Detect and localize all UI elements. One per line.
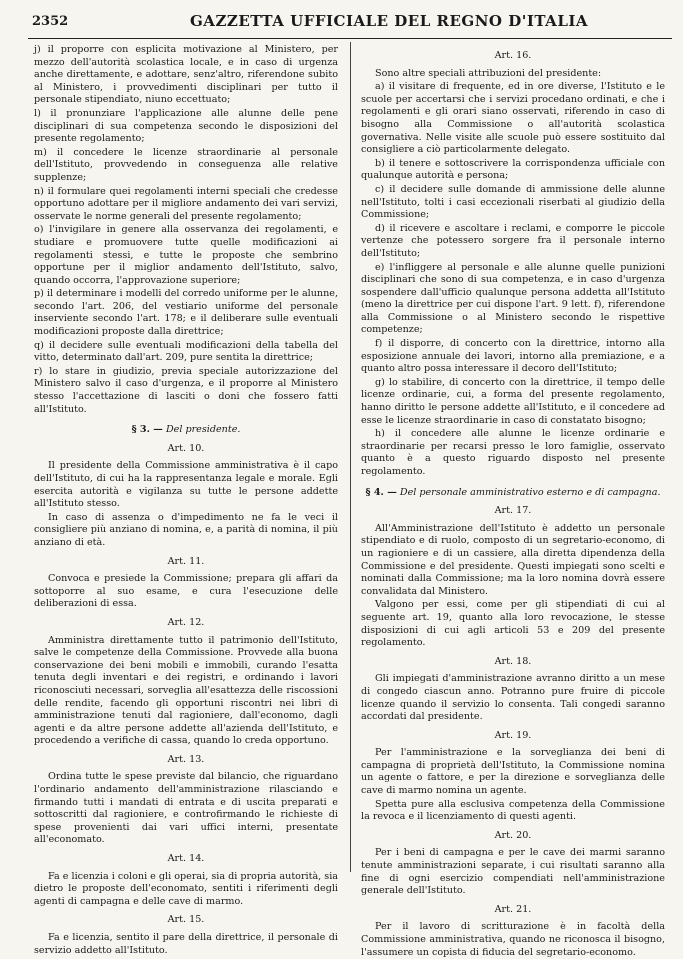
section-3-number: § 3. — — [131, 424, 163, 436]
article-17-para-2: Valgono per essi, come per gli stipendiati di cui al seguente art. 19, quanto alla loro revocazione, le stesse disposizioni di cui agli articoli 53 e 209 del presente regolamento. — [361, 599, 665, 649]
column-divider — [350, 42, 351, 872]
gazette-title: GAZZETTA UFFICIALE DEL REGNO D'ITALIA — [190, 12, 589, 30]
article-20-para-1: Per i beni di campagna e per le cave dei marmi saranno tenute amministrazioni separate, i cui risultati saranno alla fine di ogni esercizio compendiati nell'amministrazione generale dell'Istituto. — [361, 847, 665, 897]
article-16-item-d: d) il ricevere e ascoltare i reclami, e comporre le piccole vertenze che potessero sorgere fra il personale interno dell'Istituto; — [361, 222, 665, 259]
article-15-para-1: Fa e licenzia, sentito il pare della direttrice, il personale di servizio addetto all'Istituto. — [34, 932, 338, 956]
article-17-heading: Art. 17. — [494, 505, 532, 517]
article-16-intro: Sono altre speciali attribuzioni del presidente: — [375, 67, 602, 79]
article-16-item-g: g) lo stabilire, di concerto con la direttrice, il tempo delle licenze ordinarie, cui, a forma del presente regolamento, hanno diritto le persone addette all'Istituto, e il concedere ad esse le licenze straordinarie in caso di constatato bisogno; — [361, 376, 665, 426]
article-15-heading: Art. 15. — [167, 914, 205, 926]
section-3-title: Del presidente. — [165, 424, 241, 436]
article-20-heading: Art. 20. — [494, 829, 532, 841]
item-r: r) lo stare in giudizio, previa speciale autorizzazione del Ministero salvo il caso d'urgenza, e il proporre al Ministero stesso l'accettazione di lasciti o doni che fossero fatti all'Istituto. — [34, 365, 338, 415]
article-14-heading: Art. 14. — [167, 853, 205, 865]
article-14-para-1: Fa e licenzia i coloni e gli operai, sia di propria autorità, sia dietro le proposte dell'economato, sentiti i riferimenti degli agenti di campagna e delle cave di marmo. — [34, 870, 338, 907]
section-3-heading — [34, 424, 338, 437]
article-16-item-b: b) il tenere e sottoscrivere la corrispondenza ufficiale con qualunque autorità e persona; — [361, 157, 665, 182]
article-12-heading: Art. 12. — [167, 616, 205, 628]
item-j: j) il proporre con esplicita motivazione al Ministero, per mezzo dell'autorità scolastica locale, e in caso di urgenza anche direttamente, e adottare, senz'altro, riferendone subito al Ministero, i provvedimenti disciplinari per tutto il personale stipendiato, niuno eccettuato; — [34, 44, 338, 106]
page-number: 2352 — [32, 14, 69, 29]
article-19-para-2: Spetta pure alla esclusiva competenza della Commissione la revoca e il licenziamento di questi agenti. — [361, 798, 665, 823]
right-column — [361, 44, 665, 958]
article-10-para-2: In caso di assenza o d'impedimento ne fa le veci il consigliere più anziano di nomina, e, a parità di nomina, il più anziano di età. — [34, 511, 338, 548]
article-21-heading: Art. 21. — [494, 903, 532, 915]
article-17-para-1: All'Amministrazione dell'Istituto è addetto un personale stipendiato e di ruolo, composto di un segretario-economo, di un ragioniere e di un cassiere, alla diretta dipendenza della Commissione e del presidente. Questi impiegati sono scelti e nominati dalla Commissione; ma la loro nomina dovrà essere convalidata dal Ministero. — [361, 522, 665, 597]
article-11-heading: Art. 11. — [167, 555, 205, 567]
article-10-para-1: Il presidente della Commissione amministrativa è il capo dell'Istituto, di cui ha la rappresentanza legale e morale. Egli esercita autorità e vigilanza su tutte le persone addette all'Istituto stesso. — [34, 460, 338, 510]
article-16-item-e: e) l'infliggere al personale e alle alunne quelle punizioni disciplinari che sono di sua competenza, e in caso d'urgenza sospendere dall'ufficio qualunque persona addetta all'Istituto (meno la direttrice per cui dispone l'art. 9 lett. f), riferendone alla Commissione o al Ministero secondo le rispettive competenze; — [361, 261, 665, 336]
article-13-para-1: Ordina tutte le spese previste dal bilancio, che riguardano l'ordinario andamento dell'amministrazione rilasciando e firmando tutti i mandati di entrata e di uscita preparati e sottoscritti dal ragioniere, e controfirmando le richieste di spese provenienti dai vari uffici interni, presentate all'economato. — [34, 771, 338, 846]
item-n: n) il formulare quei regolamenti interni speciali che credesse opportuno adottare per il migliore andamento dei vari servizi, osservate le norme generali del presente regolamento; — [34, 185, 338, 222]
section-4-number: § 4. — — [365, 486, 397, 498]
article-16-item-h: h) il concedere alle alunne le licenze ordinarie e straordinarie per recarsi presso le loro famiglie, osservato quanto è a questo riguardo disposto nel presente regolamento. — [361, 428, 665, 477]
item-m: m) il concedere le licenze straordinarie al personale dell'Istituto, provvedendo in conseguenza alle relative supplenze; — [34, 146, 338, 183]
article-18-heading: Art. 18. — [494, 655, 532, 667]
article-12-para-1: Amministra direttamente tutto il patrimonio dell'Istituto, salve le competenze della Commissione. Provvede alla buona conservazione dei beni mobili e immobili, curando l'esatta tenuta degli inventari e dei registri, e ordinando i lavori riconosciuti necessari, sorveglia all'esattezza delle riscossioni delle rendite, facendo gli opportuni riscontri nei libri di amministrazione tenuti dal ragioniere, dall'economo, dagli agenti e da altre persone addette all'azienda dell'Istituto, e procedendo a verifiche di cassa, quando lo creda opportuno. — [34, 634, 338, 747]
item-p: p) il determinare i modelli del corredo uniforme per le alunne, secondo l'art. 206, del vestiario uniforme del personale inserviente secondo l'art. 178; e il deliberare sulle eventuali modificazioni proposte dalla direttrice; — [34, 288, 338, 338]
item-q: q) il decidere sulle eventuali modificazioni della tabella del vitto, determinato dall'art. 209, pure sentita la direttrice; — [34, 339, 338, 364]
article-16-heading: Art. 16. — [494, 50, 532, 61]
article-16-item-a: a) il visitare di frequente, ed in ore diverse, l'Istituto e le scuole per accertarsi che i servizi procedano ordinati, e che i regolamenti e gli orari siano osservati, riferendo in caso di bisogno alla Commissione o all'autorità scolastica governativa. Nelle visite alle scuole può essere sostituito dal consigliere a ciò particolarmente delegato. — [361, 81, 665, 156]
article-19-heading: Art. 19. — [494, 729, 532, 741]
section-4-heading — [361, 487, 665, 500]
article-13-heading: Art. 13. — [167, 753, 205, 765]
item-l: l) il pronunziare l'applicazione alle alunne delle pene disciplinari di sua competenza secondo le disposizioni del presente regolamento; — [34, 107, 338, 145]
article-21-para-1: Per il lavoro di scritturazione è in facoltà della Commissione amministrativa, quando ne riconosca il bisogno, l'assumere un copista di fiducia del segretario-economo. — [361, 921, 665, 958]
left-column — [34, 44, 338, 956]
article-19-para-1: Per l'amministrazione e la sorveglianza dei beni di campagna di proprietà dell'Istituto, la Commissione nomina un agente o fattore, e per la direzione e sorveglianza delle cave di marmo nomina un agente. — [361, 747, 665, 797]
article-11-para-1: Convoca e presiede la Commissione; prepara gli affari da sottoporre al suo esame, e cura l'esecuzione delle deliberazioni di essa. — [34, 573, 338, 610]
article-18-para-1: Gli impiegati d'amministrazione avranno diritto a un mese di congedo ciascun anno. Potranno pure fruire di piccole licenze quando il servizio lo consenta. Tali congedi saranno accordati dal presidente. — [361, 673, 665, 723]
item-o: o) l'invigilare in genere alla osservanza dei regolamenti, e studiare e promuovere tutte quelle modificazioni ai regolamenti stessi, e tutte le proposte che sembrino opportune per il miglior andamento dell'Istituto, salvo, quando occorra, l'approvazione superiore; — [34, 224, 338, 286]
article-16-item-c: c) il decidere sulle domande di ammissione delle alunne nell'Istituto, tolti i casi eccezionali riserbati al giudizio della Commissione; — [361, 183, 665, 221]
article-16-item-f: f) il disporre, di concerto con la direttrice, intorno alla esposizione annuale dei lavori, intorno alla premiazione, e a quanto altro possa interessare il decoro dell'Istituto; — [361, 338, 665, 375]
article-10-heading: Art. 10. — [167, 442, 205, 454]
header-rule — [28, 38, 672, 39]
section-4-title: Del personale amministrativo esterno e di campagna. — [399, 486, 661, 498]
page-header — [0, 0, 683, 36]
